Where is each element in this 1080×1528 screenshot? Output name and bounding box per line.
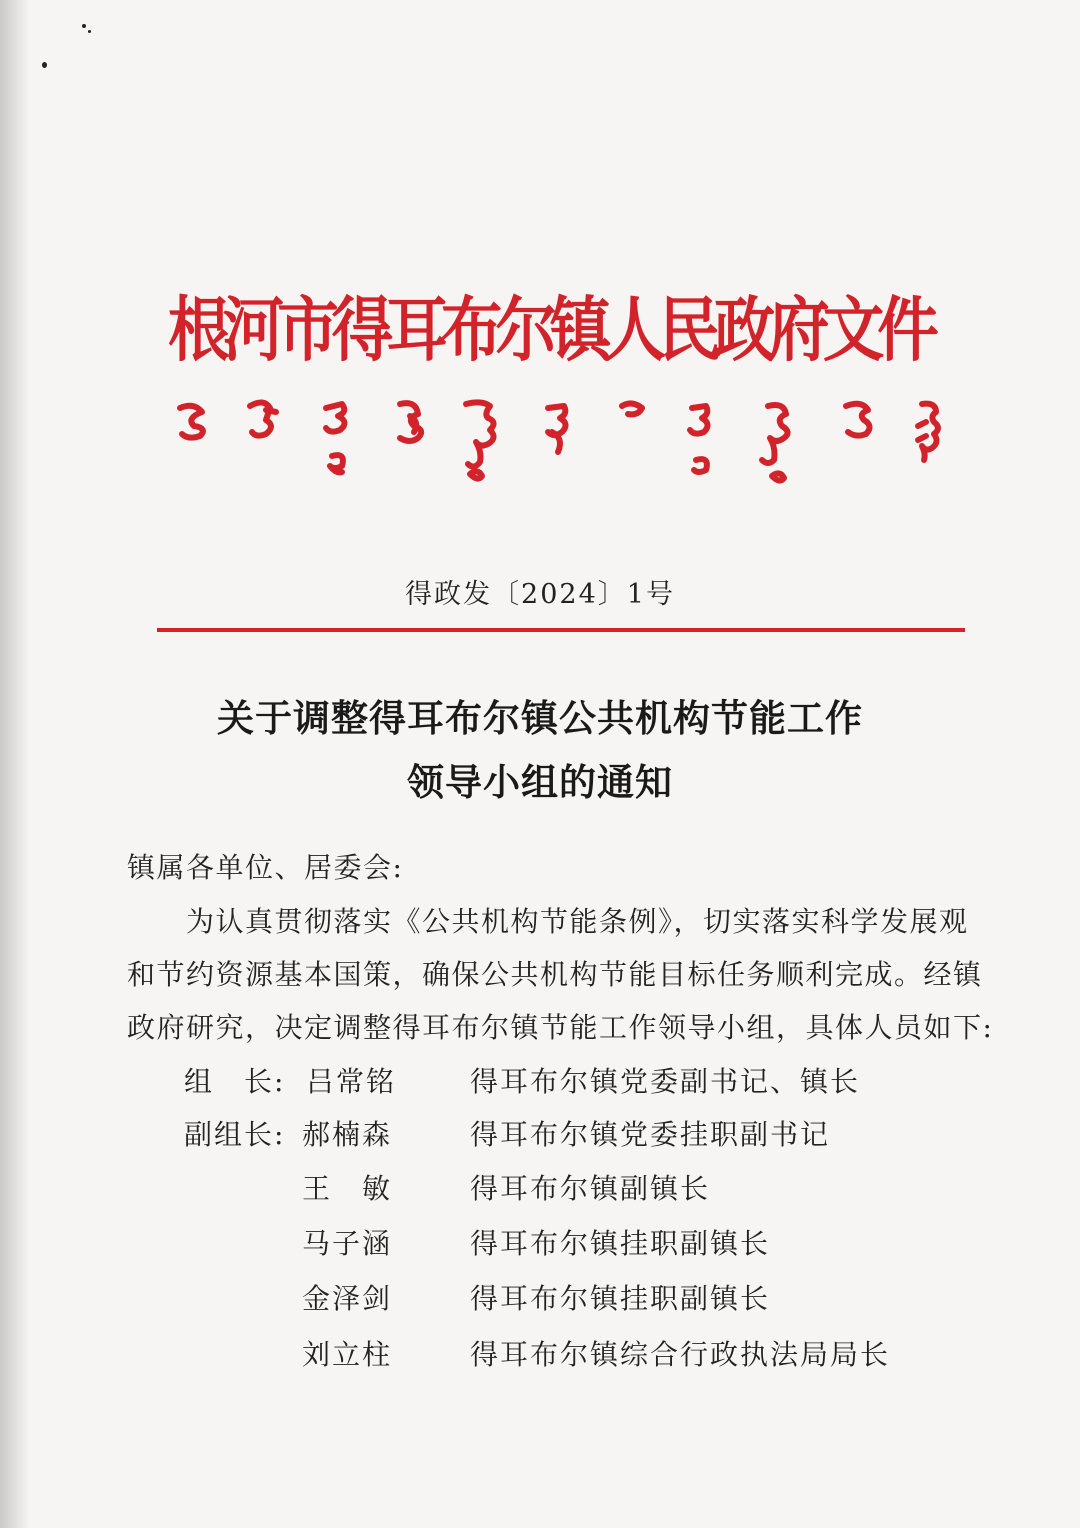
- scan-speck: [82, 24, 86, 28]
- member-name: 王 敏: [302, 1172, 393, 1205]
- notice-title-line-1: 关于调整得耳布尔镇公共机构节能工作: [217, 697, 863, 740]
- member-position: 得耳布尔镇副镇长: [470, 1172, 711, 1205]
- member-position: 得耳布尔镇党委副书记、镇长: [470, 1065, 861, 1098]
- issuer-title: 根河市得耳布尔镇人民政府文件: [168, 288, 932, 371]
- scan-speck: [88, 30, 91, 33]
- body-paragraph-line-1: 为认真贯彻落实《公共机构节能条例》，切实落实科学发展观: [186, 905, 969, 938]
- member-name: 郝楠森: [302, 1118, 393, 1151]
- member-position: 得耳布尔镇挂职副镇长: [470, 1282, 771, 1315]
- member-name: 刘立柱: [302, 1338, 393, 1371]
- member-name: 马子涵: [302, 1227, 393, 1260]
- salutation: 镇属各单位、居委会:: [127, 851, 404, 884]
- member-name: 金泽剑: [302, 1282, 393, 1315]
- member-role-label: 组 长:: [184, 1065, 286, 1098]
- notice-title-line-2: 领导小组的通知: [407, 761, 673, 804]
- scan-speck: [42, 62, 47, 68]
- red-separator-line: [157, 628, 965, 632]
- member-position: 得耳布尔镇党委挂职副书记: [470, 1118, 831, 1151]
- member-role-label: 副组长:: [184, 1118, 286, 1151]
- mongolian-script-icon: [170, 396, 950, 506]
- body-paragraph-line-2: 和节约资源基本国策，确保公共机构节能目标任务顺利完成。经镇: [127, 958, 983, 991]
- member-position: 得耳布尔镇综合行政执法局局长: [470, 1338, 891, 1371]
- document-number: 得政发〔2024〕1号: [405, 579, 675, 610]
- member-name: 吕常铭: [306, 1065, 397, 1098]
- member-position: 得耳布尔镇挂职副镇长: [470, 1227, 771, 1260]
- body-paragraph-line-3: 政府研究，决定调整得耳布尔镇节能工作领导小组，具体人员如下:: [127, 1011, 994, 1044]
